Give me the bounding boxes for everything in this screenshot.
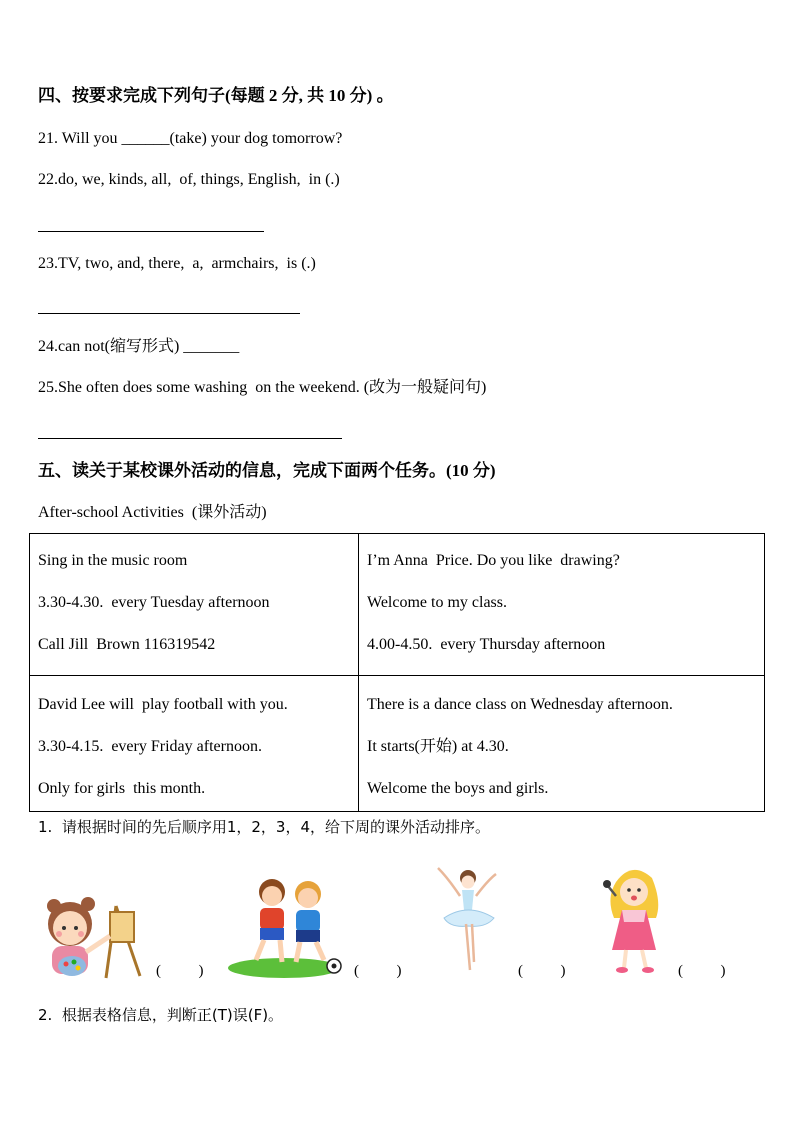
answer-blank-1[interactable]: ( ) xyxy=(156,963,204,979)
question-24: 24.can not(缩写形式) _______ xyxy=(38,338,240,355)
answer-blank-4[interactable]: ( ) xyxy=(678,963,726,979)
cell-line: Welcome the boys and girls. xyxy=(367,780,549,797)
question-21: 21. Will you ______(take) your dog tomorrow? xyxy=(38,130,343,147)
cell-line: 3.30-4.15. every Friday afternoon. xyxy=(38,738,262,755)
cell-line: 3.30-4.30. every Tuesday afternoon xyxy=(38,594,270,611)
girl-singing-icon xyxy=(596,862,672,978)
question-23: 23.TV, two, and, there, a, armchairs, is (.) xyxy=(38,255,316,272)
cell-line: It starts(开始) at 4.30. xyxy=(367,738,509,755)
question-25: 25.She often does some washing on the weekend. (改为一般疑问句) xyxy=(38,379,487,396)
table-title: After-school Activities (课外活动) xyxy=(38,504,267,521)
cell-line: Welcome to my class. xyxy=(367,594,508,611)
table-cell-dance xyxy=(359,676,765,812)
ballerina-icon xyxy=(430,862,514,978)
boys-football-icon xyxy=(226,874,346,980)
task-1-instruction: 1. 请根据时间的先后顺序用1，2，3，4，给下周的课外活动排序。 xyxy=(38,818,491,836)
table-cell-football xyxy=(30,676,359,812)
cell-line: Call Jill Brown 116319542 xyxy=(38,636,216,653)
activities-table xyxy=(29,533,765,812)
question-22: 22.do, we, kinds, all, of, things, English, in (.) xyxy=(38,171,340,188)
cell-line: David Lee will play football with you. xyxy=(38,696,288,713)
answer-blank-2[interactable]: ( ) xyxy=(354,963,402,979)
table-row xyxy=(30,534,765,676)
table-cell-drawing xyxy=(359,534,765,676)
task-2-instruction: 2. 根据表格信息，判断正(T)误(F)。 xyxy=(38,1006,284,1024)
cell-line: I’m Anna Price. Do you like drawing? xyxy=(367,552,620,569)
answer-line-23 xyxy=(38,313,300,314)
table-row xyxy=(30,676,765,812)
cell-line: Sing in the music room xyxy=(38,552,188,569)
cell-line: There is a dance class on Wednesday afternoon. xyxy=(367,696,673,713)
section-4-heading: 四、按要求完成下列句子(每题 2 分, 共 10 分) 。 xyxy=(38,86,394,105)
answer-blank-3[interactable]: ( ) xyxy=(518,963,566,979)
answer-line-25 xyxy=(38,438,342,439)
girl-painting-icon xyxy=(36,886,148,982)
section-5-heading: 五、读关于某校课外活动的信息，完成下面两个任务。(10 分) xyxy=(38,461,496,480)
cell-line: Only for girls this month. xyxy=(38,780,206,797)
cell-line: 4.00-4.50. every Thursday afternoon xyxy=(367,636,606,653)
table-cell-singing xyxy=(30,534,359,676)
answer-line-22 xyxy=(38,231,264,232)
